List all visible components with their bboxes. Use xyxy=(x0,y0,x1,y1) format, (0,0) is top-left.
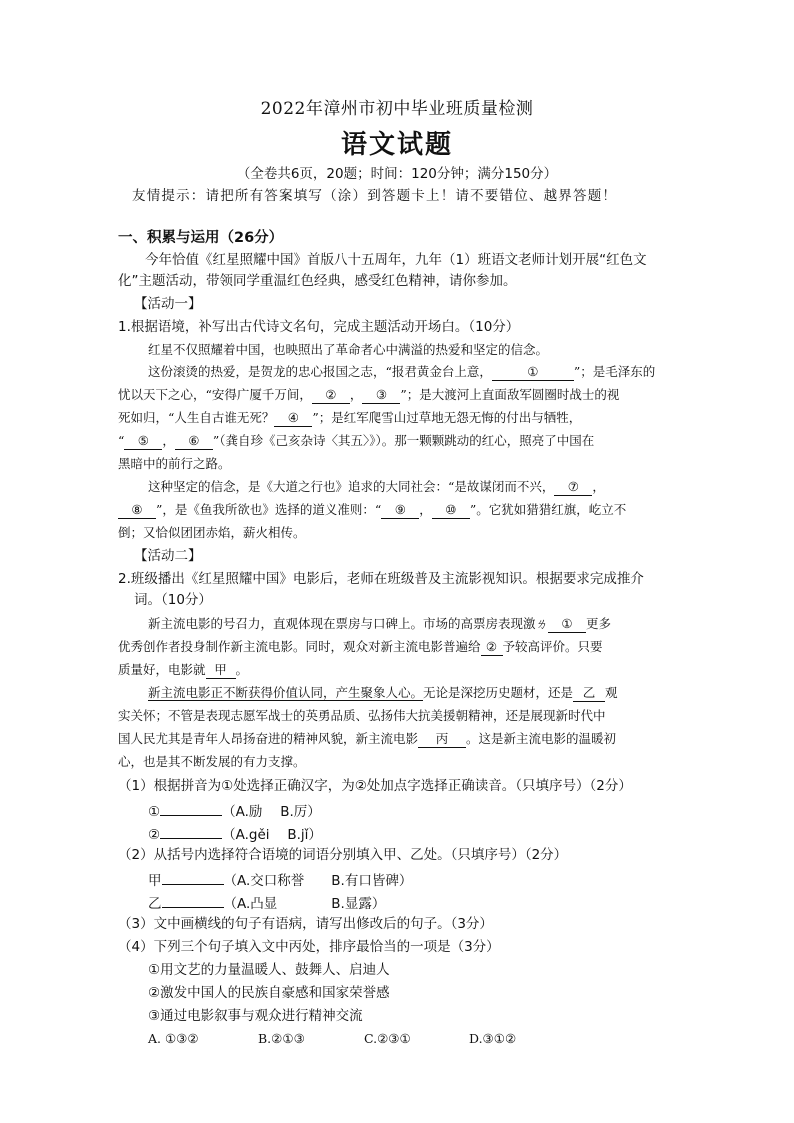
q2-para-5: 实关怀；不管是表现志愿军战士的英勇品质、弘扬伟大抗美援朝精神，还是展现新时代中 xyxy=(118,708,606,723)
q2-para-1 xyxy=(148,614,611,634)
q2-blank-yi: 乙 xyxy=(573,684,605,702)
q2-text: 质量好，电影就 xyxy=(118,662,206,677)
q2-sub-1a xyxy=(148,799,321,822)
q2-sub-label: 乙 xyxy=(148,896,162,912)
q1-text: 死如归，“人生自古谁无死？ xyxy=(118,410,275,425)
q2-option-2: ②激发中国人的民族自豪感和国家荣誉感 xyxy=(148,985,390,1001)
q1-text: “ xyxy=(118,433,125,448)
q2-faulty-sentence: 新主流电影正不断获得价值认同，产生聚象人心。 xyxy=(148,685,424,700)
q1-blank-4: ④ xyxy=(274,409,312,427)
q2-text: 无论是深挖历史题材，还是 xyxy=(423,685,574,700)
q2-text: 优秀创作者投身制作新主流电影。同时，观众对新主流电影普遍给 xyxy=(118,639,481,654)
intro-line-2: 化”主题活动，带领同学重温红色经典，感受红色精神，请你参加。 xyxy=(118,273,517,289)
q1-text: ， xyxy=(592,479,605,494)
q1-blank-9: ⑨ xyxy=(381,501,419,519)
activity-1-label: 【活动一】 xyxy=(134,296,202,312)
q2-sub-label: ② xyxy=(148,827,161,843)
q1-text: ”；是毛泽东的 xyxy=(573,364,656,379)
q2-option-1: ①用文艺的力量温暖人、鼓舞人、启迪人 xyxy=(148,962,390,978)
q2-sub-3: （3）文中画横线的句子有语病，请写出修改后的句子。（3分） xyxy=(118,916,493,932)
q2-stem-line-2: 词。（10分） xyxy=(134,592,212,608)
q1-blank-6: ⑥ xyxy=(175,432,213,450)
q1-text: 忧以天下之心，“安得广厦千万间， xyxy=(118,387,312,402)
q1-text: 这份滚烫的热爱，是贺龙的忠心报国之志，“报君黄金台上意， xyxy=(148,364,492,379)
q1-blank-7: ⑦ xyxy=(554,478,592,496)
q2-blank-bing: 丙 xyxy=(418,730,466,748)
q2-stem-line-1: 2.班级播出《红星照耀中国》电影后，老师在班级普及主流影视知识。根据要求完成推介 xyxy=(118,571,644,587)
q1-para-4 xyxy=(118,408,581,428)
q1-para-2 xyxy=(148,362,655,382)
q2-text: 观 xyxy=(605,685,618,700)
q1-stem: 1.根据语境，补写出古代诗文名句，完成主题活动开场白。（10分） xyxy=(118,319,520,335)
q2-sub-label: 甲 xyxy=(148,873,162,889)
q1-para-7 xyxy=(148,477,605,497)
q2-sub-2b-blank xyxy=(162,891,224,908)
q2-para-4 xyxy=(148,683,618,703)
q2-blank-2: ② xyxy=(481,638,503,656)
q2-sub-2: （2）从括号内选择符合语境的词语分别填入甲、乙处。（只填序号）（2分） xyxy=(118,847,568,863)
q1-text: ”；是大渡河上直面敌军圆圈时战士的视 xyxy=(400,387,620,402)
q2-blank-jia: 甲 xyxy=(206,661,236,679)
q2-answer-c: C.②③① xyxy=(364,1031,411,1046)
q2-text: 。这是新主流电影的温暖初 xyxy=(466,731,617,746)
q2-answer-a: A. ①③② xyxy=(148,1031,199,1046)
q2-sub-2a-blank xyxy=(162,868,224,885)
activity-2-label: 【活动二】 xyxy=(134,548,202,564)
q2-text: 新主流电影的号召力，直观体现在票房与口碑上。市场的高票房表现激ㄌ xyxy=(148,616,549,631)
q1-para-8 xyxy=(118,500,626,520)
q1-text: ”，是《鱼我所欲也》选择的道义准则：“ xyxy=(156,502,382,517)
q2-para-6 xyxy=(118,729,616,749)
q1-blank-8: ⑧ xyxy=(118,501,156,519)
q2-text: 更多 xyxy=(586,616,612,631)
q2-sub-options: （A.gěi B.jǐ） xyxy=(222,827,322,843)
q2-text: 。 xyxy=(235,662,249,677)
q2-sub-2a xyxy=(148,868,412,891)
friendly-tip: 友情提示：请把所有答案填写（涂）到答题卡上！请不要错位、越界答题！ xyxy=(132,188,618,204)
q2-answer-b: B.②①③ xyxy=(258,1031,305,1046)
q2-sub-options: （A.交口称誉 B.有口皆碑） xyxy=(223,873,413,889)
q1-text: ”；是红军爬雪山过草地无怨无悔的付出与牺牲， xyxy=(312,410,582,425)
q2-sub-1a-blank xyxy=(160,799,222,816)
q2-sub-4: （4）下列三个句子填入文中丙处，排序最恰当的一项是（3分） xyxy=(118,939,500,955)
q1-para-5 xyxy=(118,431,594,451)
q2-sub-options: （A.凸显 B.显露） xyxy=(223,896,386,912)
q1-text: ， xyxy=(349,387,363,402)
q1-text: ”。它犹如猎猎红旗，屹立不 xyxy=(469,502,627,517)
q2-sub-1b-blank xyxy=(160,822,222,839)
q1-para-9: 倒；又恰似团团赤焰，薪火相传。 xyxy=(118,525,306,540)
q1-blank-5: ⑤ xyxy=(124,432,162,450)
q1-text: ， xyxy=(419,502,432,517)
q2-sub-2b xyxy=(148,891,385,914)
q2-para-2 xyxy=(118,637,603,657)
q2-sub-label: ① xyxy=(148,804,161,820)
q1-text: ， xyxy=(162,433,175,448)
q1-para-3 xyxy=(118,385,619,405)
q1-blank-10: ⑩ xyxy=(432,501,470,519)
q1-blank-2: ② xyxy=(312,386,350,404)
q1-blank-3: ③ xyxy=(362,386,400,404)
q1-para-6: 黑暗中的前行之路。 xyxy=(118,456,231,471)
q2-sub-options: （A.励 B.厉） xyxy=(222,804,321,820)
q2-sub-1b xyxy=(148,822,322,845)
exam-title: 2022年漳州市初中毕业班质量检测 xyxy=(260,99,534,119)
q2-answer-d: D.③①② xyxy=(469,1031,517,1046)
q1-text: ”（龚自珍《己亥杂诗〈其五〉》）。那一颗颗跳动的红心，照亮了中国在 xyxy=(212,433,595,448)
subject-title: 语文试题 xyxy=(340,130,453,160)
q1-para-1: 红星不仅照耀着中国，也映照出了革命者心中满溢的热爱和坚定的信念。 xyxy=(148,342,549,357)
q2-blank-1: ① xyxy=(548,615,586,633)
section-heading: 一、积累与运用（26分） xyxy=(118,230,284,246)
q1-text: 这种坚定的信念，是《大道之行也》追求的大同社会：“是故谋闭而不兴， xyxy=(148,479,555,494)
exam-info: （全卷共6页，20题；时间：120分钟；满分150分） xyxy=(236,166,558,182)
q2-para-7: 心，也是其不断发展的有力支撑。 xyxy=(118,754,306,769)
q1-blank-1: ① xyxy=(492,363,574,381)
q2-sub-1: （1）根据拼音为①处选择正确汉字，为②处加点字选择正确读音。（只填序号）（2分） xyxy=(118,778,632,794)
q2-text: 国人民尤其是青年人昂扬奋进的精神风貌，新主流电影 xyxy=(118,731,419,746)
q2-option-3: ③通过电影叙事与观众进行精神交流 xyxy=(148,1008,363,1024)
q2-text: 予较高评价。只要 xyxy=(502,639,603,654)
q2-para-3 xyxy=(118,660,248,680)
intro-line-1: 今年恰值《红星照耀中国》首版八十五周年，九年（1）班语文老师计划开展“红色文 xyxy=(145,252,647,268)
